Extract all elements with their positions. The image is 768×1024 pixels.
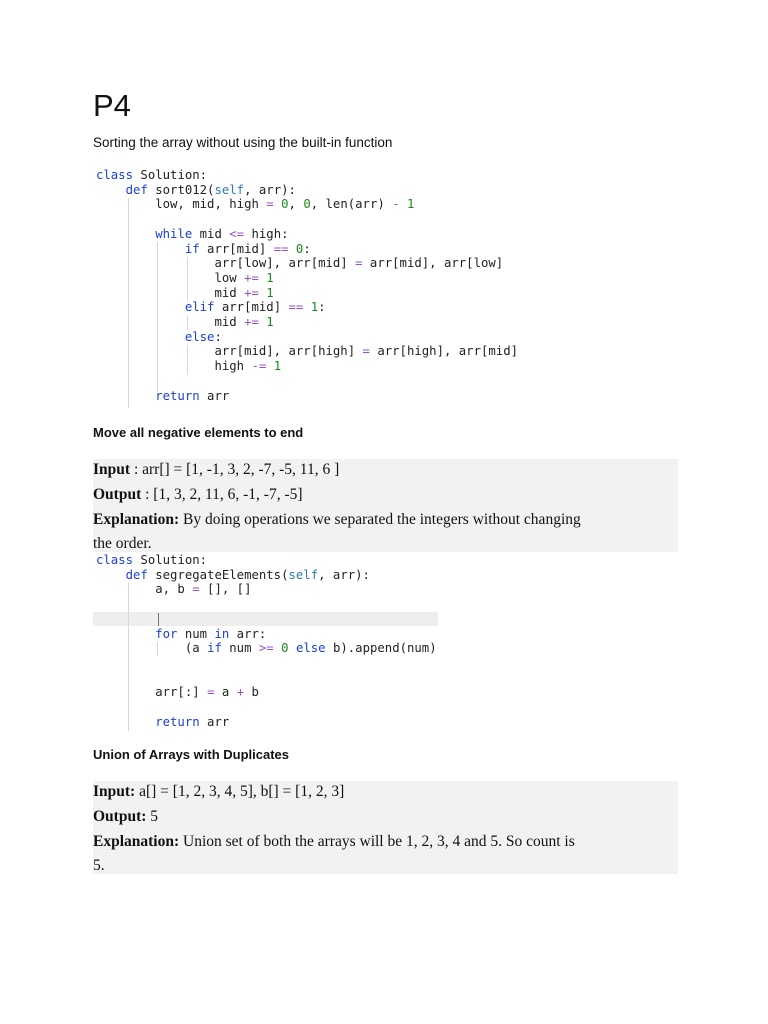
code-token: segregateElements( [147, 567, 289, 582]
code-token: num [177, 626, 215, 641]
code-token: = [192, 582, 200, 597]
text-cursor [158, 613, 159, 626]
code-token [266, 359, 273, 373]
indent-guide [128, 583, 129, 731]
code-token: = [207, 685, 215, 700]
code-token: for [96, 626, 178, 641]
page-subtitle: Sorting the array without using the built-in function [93, 135, 393, 150]
code-line [96, 271, 274, 286]
output-line [93, 808, 158, 826]
code-token: = [355, 256, 363, 271]
code-line [96, 359, 281, 374]
output-line [93, 486, 303, 504]
code-token: 0 [303, 197, 311, 212]
output-value: 5 [146, 808, 159, 825]
code-token: = [266, 197, 274, 212]
code-block-segregate [96, 553, 536, 733]
code-token: == [273, 241, 289, 256]
code-token: 0 [295, 241, 304, 256]
code-token: : [214, 329, 222, 344]
explanation-text: By doing operations we separated the integers without changing [179, 511, 581, 528]
code-token: high [96, 359, 252, 374]
code-token: while [96, 226, 193, 241]
code-token [303, 300, 310, 314]
code-token: else [96, 329, 215, 344]
code-token: : [303, 241, 311, 256]
code-token: return [96, 388, 200, 403]
code-token: mid [96, 285, 245, 300]
example-box-negative [93, 459, 678, 552]
code-line [96, 685, 259, 700]
code-token: else [295, 641, 326, 656]
code-line [96, 344, 518, 359]
code-token: elif [96, 300, 215, 315]
code-token: num [221, 641, 259, 656]
code-token: 1 [406, 197, 415, 212]
code-token: a [214, 685, 237, 700]
code-token: def [96, 182, 148, 197]
code-token: 1 [266, 315, 274, 329]
code-line [96, 227, 289, 242]
code-token: def [96, 567, 148, 582]
code-token: = [362, 344, 370, 359]
code-token: arr[mid] [199, 241, 274, 256]
explanation-label: Explanation: [93, 511, 180, 528]
code-token: == [288, 300, 304, 315]
output-value: : [1, 3, 2, 11, 6, -1, -7, -5] [141, 486, 303, 503]
code-token: low, mid, high [96, 197, 267, 212]
code-token: 1 [310, 300, 319, 315]
code-token: if [207, 641, 222, 656]
code-token: arr[low], arr[mid] [96, 256, 356, 271]
code-token: arr[mid] [214, 300, 289, 315]
code-token: (a [96, 641, 208, 656]
code-token: sort012( [147, 182, 215, 197]
code-token: arr: [229, 626, 267, 641]
code-token [289, 641, 296, 655]
code-token: in [214, 626, 230, 641]
section-heading-union: Union of Arrays with Duplicates [93, 747, 289, 762]
example-box-union [93, 781, 678, 874]
explanation-text: 5. [93, 857, 105, 874]
code-token [289, 242, 296, 256]
input-line [93, 783, 344, 801]
output-label: Output [93, 486, 142, 503]
code-token: += [244, 285, 259, 300]
code-token: if [96, 241, 200, 256]
section-heading-negative: Move all negative elements to end [93, 425, 304, 440]
code-token: 0 [281, 641, 289, 656]
code-token: , len(arr) [310, 197, 393, 212]
code-token: return [96, 714, 200, 729]
code-token [400, 197, 407, 211]
code-line [96, 242, 311, 257]
code-token: arr[mid], arr[high] [96, 344, 363, 359]
code-line [96, 641, 437, 656]
code-token: + [236, 685, 245, 700]
explanation-text: Union set of both the arrays will be 1, 2, 3, 4 and 5. So count is [179, 833, 575, 850]
code-line [96, 300, 326, 315]
input-value: a[] = [1, 2, 3, 4, 5], b[] = [1, 2, 3] [135, 783, 345, 800]
code-token [274, 197, 281, 211]
code-token: >= [258, 641, 274, 656]
code-token: += [244, 315, 259, 329]
code-token: b [244, 685, 259, 700]
explanation-line [93, 833, 575, 851]
code-token: b).append(num) [325, 641, 437, 656]
input-value: : arr[] = [1, -1, 3, 2, -7, -5, 11, 6 ] [130, 461, 340, 478]
code-token: class [96, 168, 134, 182]
code-token: 1 [266, 285, 274, 300]
explanation-line-2 [93, 535, 152, 553]
code-token: Solution: [133, 168, 208, 182]
code-token: high: [244, 226, 289, 241]
code-token: arr[:] [96, 685, 208, 700]
code-token: self [288, 567, 319, 582]
code-token [274, 641, 281, 655]
code-token: , [288, 197, 304, 212]
code-line [96, 315, 274, 330]
code-block-sort012 [96, 168, 536, 408]
code-line [96, 568, 370, 583]
code-line [96, 582, 251, 597]
input-label: Input [93, 461, 131, 478]
code-token: [], [] [199, 582, 252, 597]
page-title: P4 [93, 88, 131, 123]
code-line [96, 627, 266, 642]
code-token: <= [229, 226, 245, 241]
code-line [96, 389, 229, 404]
code-token: low [96, 270, 245, 285]
explanation-label: Explanation: [93, 833, 180, 850]
code-line [96, 330, 222, 345]
code-line [96, 197, 414, 212]
code-token: arr[high], arr[mid] [369, 344, 519, 359]
input-line [93, 461, 339, 479]
explanation-text: the order. [93, 535, 152, 552]
code-token: -= [251, 359, 267, 374]
code-token: self [214, 182, 245, 197]
code-token: : [318, 300, 326, 315]
code-token: 1 [273, 359, 282, 374]
code-token: , arr): [318, 567, 370, 582]
code-line [96, 168, 207, 183]
code-token: , arr): [244, 182, 296, 197]
output-label: Output: [93, 808, 147, 825]
code-line [96, 286, 274, 301]
code-token: arr [199, 714, 230, 729]
code-token: class [96, 553, 134, 567]
code-line [96, 256, 503, 271]
input-label: Input: [93, 783, 136, 800]
code-token: 0 [281, 197, 289, 212]
code-token: mid [192, 226, 230, 241]
explanation-line [93, 511, 581, 529]
code-line [96, 183, 296, 198]
code-line [96, 553, 207, 568]
code-token: arr [199, 388, 230, 403]
code-token: += [244, 270, 259, 285]
current-line-highlight [93, 612, 438, 626]
explanation-line-2 [93, 857, 105, 875]
code-token: Solution: [133, 553, 208, 567]
code-token: a, b [96, 582, 193, 597]
code-token: arr[mid], arr[low] [362, 256, 504, 271]
code-token: mid [96, 315, 245, 329]
code-line [96, 715, 229, 730]
code-token: 1 [266, 270, 274, 285]
code-token: - [392, 197, 400, 212]
